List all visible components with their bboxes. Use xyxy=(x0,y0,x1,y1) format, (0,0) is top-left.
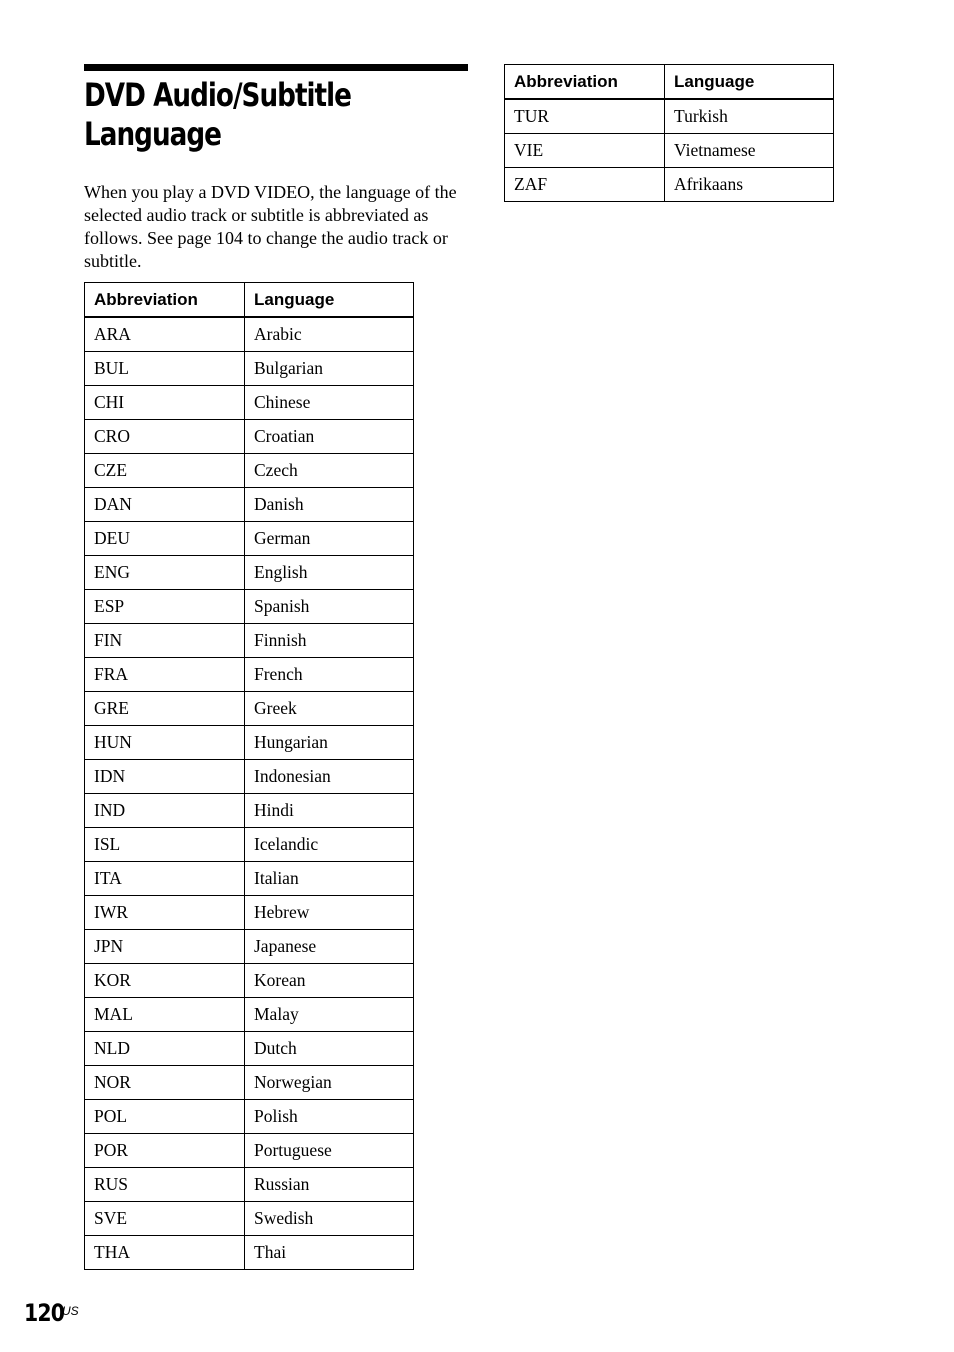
language-cell: Norwegian xyxy=(245,1066,414,1100)
header-language: Language xyxy=(665,65,834,100)
intro-paragraph: When you play a DVD VIDEO, the language of the selected audio track or subtitle is abbreviated as follows. See page 104 to change the audio track or subtitle. xyxy=(84,182,457,271)
abbreviation-cell: GRE xyxy=(85,692,245,726)
language-cell: Icelandic xyxy=(245,828,414,862)
table-row xyxy=(85,1066,414,1100)
language-cell: Bulgarian xyxy=(245,352,414,386)
language-cell: Hungarian xyxy=(245,726,414,760)
abbreviation-cell: BUL xyxy=(85,352,245,386)
abbreviation-cell: VIE xyxy=(505,134,665,168)
table-row xyxy=(85,692,414,726)
abbreviation-cell: ITA xyxy=(85,862,245,896)
table-row xyxy=(85,760,414,794)
language-table-left xyxy=(84,282,414,1270)
table-row xyxy=(85,998,414,1032)
language-cell: Korean xyxy=(245,964,414,998)
abbreviation-cell: ARA xyxy=(85,317,245,352)
language-cell: English xyxy=(245,556,414,590)
language-cell: Indonesian xyxy=(245,760,414,794)
abbreviation-cell: NLD xyxy=(85,1032,245,1066)
table-header-row xyxy=(505,65,834,100)
table-row xyxy=(85,454,414,488)
abbreviation-cell: IND xyxy=(85,794,245,828)
table-row xyxy=(85,930,414,964)
language-cell: Russian xyxy=(245,1168,414,1202)
table-row xyxy=(85,1100,414,1134)
language-cell: Greek xyxy=(245,692,414,726)
header-language: Language xyxy=(245,283,414,318)
table-row xyxy=(505,134,834,168)
abbreviation-cell: ZAF xyxy=(505,168,665,202)
table-row xyxy=(85,726,414,760)
language-cell: Dutch xyxy=(245,1032,414,1066)
language-cell: Hebrew xyxy=(245,896,414,930)
language-table-right xyxy=(504,64,834,202)
table-header-row xyxy=(85,283,414,318)
abbreviation-cell: RUS xyxy=(85,1168,245,1202)
language-cell: Portuguese xyxy=(245,1134,414,1168)
language-cell: Polish xyxy=(245,1100,414,1134)
abbreviation-cell: ENG xyxy=(85,556,245,590)
abbreviation-cell: FRA xyxy=(85,658,245,692)
language-cell: Danish xyxy=(245,488,414,522)
header-abbreviation: Abbreviation xyxy=(505,65,665,100)
table-row xyxy=(85,1236,414,1270)
language-cell: Arabic xyxy=(245,317,414,352)
table-body-left xyxy=(85,317,414,1270)
language-cell: Czech xyxy=(245,454,414,488)
abbreviation-cell: DEU xyxy=(85,522,245,556)
language-cell: Afrikaans xyxy=(665,168,834,202)
table-row xyxy=(85,1032,414,1066)
abbreviation-cell: IWR xyxy=(85,896,245,930)
table-row xyxy=(85,1134,414,1168)
abbreviation-cell: CZE xyxy=(85,454,245,488)
abbreviation-cell: DAN xyxy=(85,488,245,522)
table-row xyxy=(85,658,414,692)
language-cell: Swedish xyxy=(245,1202,414,1236)
abbreviation-cell: CRO xyxy=(85,420,245,454)
language-cell: Vietnamese xyxy=(665,134,834,168)
table-row xyxy=(85,794,414,828)
language-cell: Japanese xyxy=(245,930,414,964)
language-cell: Hindi xyxy=(245,794,414,828)
table-row xyxy=(85,624,414,658)
table-row xyxy=(85,964,414,998)
language-cell: Italian xyxy=(245,862,414,896)
table-row xyxy=(85,352,414,386)
table-row xyxy=(505,168,834,202)
abbreviation-cell: POL xyxy=(85,1100,245,1134)
title-rule xyxy=(84,64,468,71)
abbreviation-cell: KOR xyxy=(85,964,245,998)
table-row xyxy=(85,556,414,590)
abbreviation-cell: FIN xyxy=(85,624,245,658)
abbreviation-cell: NOR xyxy=(85,1066,245,1100)
language-cell: Thai xyxy=(245,1236,414,1270)
header-abbreviation: Abbreviation xyxy=(85,283,245,318)
abbreviation-cell: SVE xyxy=(85,1202,245,1236)
language-cell: Croatian xyxy=(245,420,414,454)
abbreviation-cell: THA xyxy=(85,1236,245,1270)
table-row xyxy=(85,896,414,930)
language-cell: French xyxy=(245,658,414,692)
language-cell: Finnish xyxy=(245,624,414,658)
table-row xyxy=(85,317,414,352)
page-title: DVD Audio/Subtitle Language xyxy=(84,76,351,153)
table-body-right xyxy=(505,99,834,202)
language-cell: Malay xyxy=(245,998,414,1032)
table-row xyxy=(85,420,414,454)
abbreviation-cell: CHI xyxy=(85,386,245,420)
language-cell: Turkish xyxy=(665,99,834,134)
table-row xyxy=(505,99,834,134)
table-row xyxy=(85,488,414,522)
table-row xyxy=(85,590,414,624)
abbreviation-cell: TUR xyxy=(505,99,665,134)
table-row xyxy=(85,828,414,862)
abbreviation-cell: JPN xyxy=(85,930,245,964)
page-number: 120 xyxy=(24,1299,65,1327)
language-cell: German xyxy=(245,522,414,556)
table-row xyxy=(85,1202,414,1236)
table-row xyxy=(85,522,414,556)
abbreviation-cell: HUN xyxy=(85,726,245,760)
table-row xyxy=(85,386,414,420)
abbreviation-cell: ISL xyxy=(85,828,245,862)
table-row xyxy=(85,862,414,896)
table-row xyxy=(85,1168,414,1202)
abbreviation-cell: IDN xyxy=(85,760,245,794)
language-cell: Spanish xyxy=(245,590,414,624)
page-region-suffix: US xyxy=(62,1304,79,1318)
language-cell: Chinese xyxy=(245,386,414,420)
abbreviation-cell: POR xyxy=(85,1134,245,1168)
abbreviation-cell: MAL xyxy=(85,998,245,1032)
abbreviation-cell: ESP xyxy=(85,590,245,624)
